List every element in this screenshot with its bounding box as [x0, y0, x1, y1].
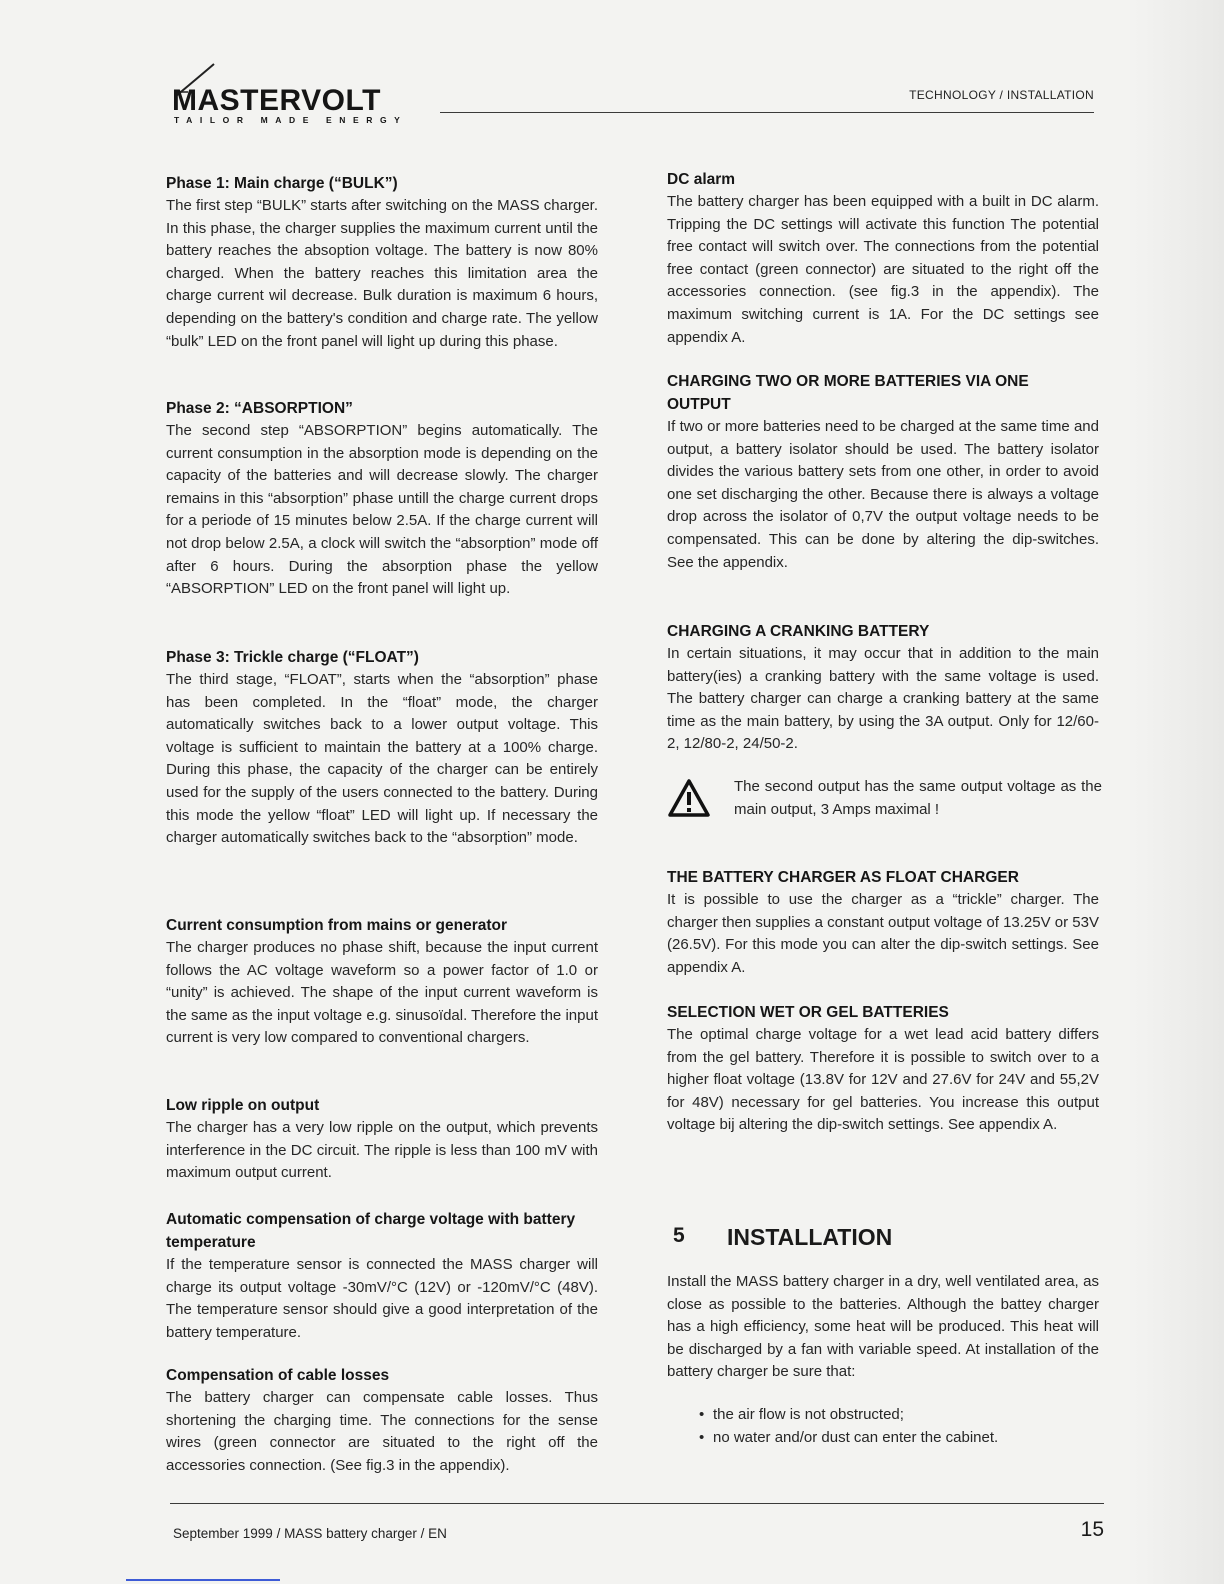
header-divider — [440, 112, 1094, 113]
scan-edge-shadow — [1134, 0, 1224, 1584]
footer-info: September 1999 / MASS battery charger / EN — [173, 1526, 447, 1541]
section-float — [166, 646, 598, 850]
section-cranking-battery — [667, 620, 1099, 756]
list-item: • no water and/or dust can enter the cabinet. — [697, 1427, 1099, 1450]
brand-tagline: TAILOR MADE ENERGY — [174, 115, 408, 125]
section-temperature-compensation — [166, 1208, 598, 1344]
section-text: In certain situations, it may occur that in addition to the main battery(ies) a cranking battery with the same voltage is used. The battery charger can charge a cranking battery at the same time as the main battery, by using the 3A output. Only for 12/60-2, 12/80-2, 24/50-2. — [667, 645, 1099, 753]
section-text: If the temperature sensor is connected the MASS charger will charge its output voltage -30mV/°C (12V) or -120mV/°C (48V). The temperature sensor should give a good interpretation of the battery temperature. — [166, 1256, 598, 1341]
section-heading: CHARGING TWO OR MORE BATTERIES VIA ONE OUTPUT — [667, 373, 1029, 413]
section-text: If two or more batteries need to be charged at the same time and output, a battery isolator should be used. The battery isolator divides the various battery sets from one other, in order to avoid one set discharging the other. Because there is always a voltage drop across the isolator of 0,7V the output voltage needs to be compensated. This can be done by altering the dip-switches. See the appendix. — [667, 418, 1099, 571]
section-heading: THE BATTERY CHARGER AS FLOAT CHARGER — [667, 869, 1019, 886]
section-two-batteries — [667, 370, 1099, 574]
section-current-consumption — [166, 914, 598, 1050]
section-heading: CHARGING A CRANKING BATTERY — [667, 623, 930, 640]
list-item: • the air flow is not obstructed; — [697, 1404, 1099, 1427]
section-text: The battery charger can compensate cable losses. Thus shortening the charging time. The connections for the sense wires (green connector are situated to the right off the accessories connection. (See fig.3 in the appendix). — [166, 1389, 598, 1474]
section-heading: DC alarm — [667, 171, 736, 188]
section-low-ripple — [166, 1094, 598, 1185]
warning-triangle-icon — [667, 778, 711, 818]
section-text: The charger has a very low ripple on the output, which prevents interference in the DC circuit. The ripple is less than 100 mV with maximum output current. — [166, 1119, 598, 1182]
section-text: The third stage, “FLOAT”, starts when the “absorption” phase has been completed. In the “float” mode, the charger automatically switches back to a lower output voltage. This voltage is sufficient to maintain the battery at a 100% charge. During this phase, the capacity of the charger can be entirely used for the supply of the users connected to the battery. During this mode the yellow “float” LED will light up. If necessary the charger automatically switches back to the “absorption” mode. — [166, 671, 598, 847]
installation-checklist — [697, 1404, 1099, 1449]
section-heading: Automatic compensation of charge voltage with battery temperature — [166, 1211, 576, 1251]
section-heading: Current consumption from mains or generator — [166, 917, 508, 934]
section-text: The optimal charge voltage for a wet lead acid battery differs from the gel battery. Therefore it is possible to switch over to a higher float voltage (13.8V for 12V and 27.6V for 24V and 55,2V for 48V) necessary for gel batteries. You increase this output voltage bij altering the dip-switch settings. See appendix A. — [667, 1026, 1099, 1134]
section-text: The charger produces no phase shift, because the input current follows the AC voltage waveform so a power factor of 1.0 or “unity” is achieved. The shape of the input current waveform is the same as the input voltage e.g. sinusoïdal. Therefore the input current is very low compared to conventional chargers. — [166, 939, 598, 1047]
footer-divider — [170, 1503, 1104, 1504]
brand-name: MASTERVOLT — [172, 84, 381, 117]
section-installation — [667, 1271, 1099, 1449]
section-heading: Phase 2: “ABSORPTION” — [166, 400, 353, 417]
chapter-number: 5 — [673, 1224, 685, 1247]
section-float-charger — [667, 866, 1099, 979]
section-text: The second step “ABSORPTION” begins automatically. The current consumption in the absorption mode is depending on the capacity of the batteries and will decrease slowly. The charger remains in this “absorption” phase untill the charge current drops for a periode of 15 minutes below 2.5A. If the charge current will not drop below 2.5A, a clock will switch the “absorption” mode off after 6 hours. During the absorption phase the yellow “ABSORPTION” LED on the front panel will light up. — [166, 422, 598, 598]
chapter-title: INSTALLATION — [727, 1224, 893, 1250]
section-text: The first step “BULK” starts after switching on the MASS charger. In this phase, the charger supplies the maximum current until the battery reaches the absoption voltage. The battery is now 80% charged. When the battery reaches this limitation area the charge current wil decrease. Bulk duration is maximum 6 hours, depending on the battery's condition and charge rate. The yellow “bulk” LED on the front panel will light up during this phase. — [166, 197, 598, 350]
section-cable-losses — [166, 1364, 598, 1477]
section-text: The battery charger has been equipped with a built in DC alarm. Tripping the DC settings will activate this function The potential free contact will switch over. The connections from the potential free contact (green connector) are situated to the right off the accessories connection. (see fig.3 in the appendix). The maximum switching current is 1A. For the DC settings see appendix A. — [667, 193, 1099, 346]
warning-text: The second output has the same output voltage as the main output, 3 Amps maximal ! — [734, 778, 1102, 818]
section-heading: Phase 3: Trickle charge (“FLOAT”) — [166, 649, 419, 666]
section-heading: Compensation of cable losses — [166, 1367, 390, 1384]
section-text: Install the MASS battery charger in a dry, well ventilated area, as close as possible to the batteries. Although the battey charger has a high efficiency, some heat will be produced. This heat will be discharged by a fan with variable speed. At installation of the battery charger be sure that: — [667, 1273, 1099, 1381]
scan-artifact-line — [126, 1579, 280, 1581]
section-text: It is possible to use the charger as a “trickle” charger. The charger then supplies a constant output voltage of 13.25V or 53V (26.5V). For this mode you can alter the dip-switch settings. See appendix A. — [667, 891, 1099, 976]
section-heading: Low ripple on output — [166, 1097, 320, 1114]
page-number: 15 — [1080, 1518, 1104, 1541]
section-heading: SELECTION WET OR GEL BATTERIES — [667, 1004, 949, 1021]
section-title: TECHNOLOGY / INSTALLATION — [909, 88, 1094, 102]
section-heading: Phase 1: Main charge (“BULK”) — [166, 175, 398, 192]
section-wet-gel — [667, 1001, 1099, 1137]
mastervolt-logo — [170, 62, 420, 124]
section-dc-alarm — [667, 168, 1099, 349]
section-absorption — [166, 397, 598, 601]
section-bulk — [166, 172, 598, 353]
